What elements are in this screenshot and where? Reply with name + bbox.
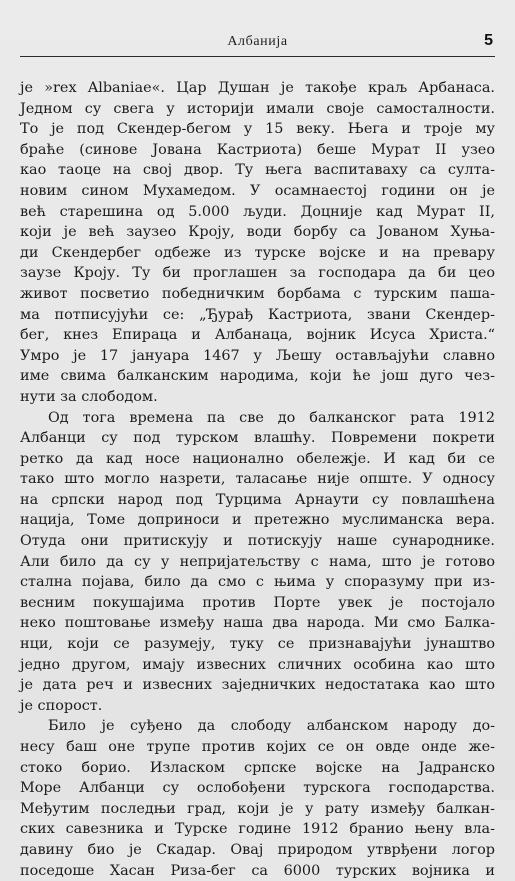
text-line: Било је суђено да слободу албанском народу до- bbox=[48, 718, 495, 735]
text-line: нути за слободом. bbox=[20, 388, 158, 405]
text-line: браће (синове Јована Кастриота) беше Мурат II узео bbox=[20, 141, 495, 158]
text-line: То је под Скендер-бегом у 15 веку. Њега и троје му bbox=[20, 121, 495, 138]
paragraph-1 bbox=[20, 78, 495, 408]
text-line: Али било да су у непријатељству с нама, што је готово bbox=[20, 553, 495, 570]
text-line: стоко борио. Изласком српске војске на Јадранско bbox=[20, 759, 495, 776]
text-line: ди Скендербег одбеже из турске војске и на превару bbox=[20, 244, 495, 261]
running-title: Албанија bbox=[227, 34, 288, 49]
header-rule bbox=[20, 56, 495, 57]
body-text bbox=[20, 78, 495, 881]
text-line: Отуда они притискују и потискују наше сународнике. bbox=[20, 533, 495, 550]
text-line: нци, који се разумеју, туку се признавајући јунаштво bbox=[20, 636, 495, 653]
text-line: је »rex Albaniae«. Цар Душан је такође краљ Арбанаса. bbox=[20, 80, 495, 96]
text-line: несу баш оне трупе против којих се он овде онде же- bbox=[20, 739, 495, 755]
text-line: Једном су свега у историји имали своје самосталности. bbox=[20, 100, 495, 117]
text-line: који је већ заузео Кроју, води борбу са Јованом Хуња- bbox=[20, 224, 495, 241]
text-line: као таоце на свој двор. Ту њега васпитаваху са султа- bbox=[20, 162, 495, 179]
text-line: ретко да кад носе национално обележје. И кад би се bbox=[20, 450, 495, 467]
text-line: Албанци су под турском влашћу. Повремени покрети bbox=[20, 430, 495, 447]
text-line: новим сином Мухамедом. У осамнаестој години он је bbox=[20, 182, 495, 199]
text-line: Међутим последњи град, који је у рату између балкан- bbox=[20, 800, 495, 817]
text-line: Море Албанци су ослобођени турскога господарства. bbox=[20, 780, 495, 797]
text-line: неко поштовање између наша два народа. Ми смо Балка- bbox=[20, 615, 495, 632]
text-line: на српски народ под Турцима Арнаути су повлашћена bbox=[20, 491, 495, 508]
text-line: давину био је Скадар. Овај природом утврђени логор bbox=[20, 841, 495, 858]
text-line: стална појава, било да смо с њима у споразуму при из- bbox=[20, 574, 495, 591]
text-line: Умро је 17 јануара 1467 у Љешу остављајући славно bbox=[20, 347, 495, 364]
text-line: ма потписујући се: „Ђурађ Кастриота, звани Скендер- bbox=[20, 306, 495, 323]
text-line: поседоше Хасан Риза-бег са 6000 турских војника и bbox=[20, 862, 495, 879]
paragraph-3 bbox=[20, 716, 495, 881]
text-line: нација, Томе доприноси и претежно муслиманска вера. bbox=[20, 512, 495, 529]
text-line: већ старешина од 5.000 људи. Доцније кад Мурат II, bbox=[20, 203, 495, 220]
text-line: ских савезника и Турске године 1912 бранио њену вла- bbox=[20, 821, 495, 838]
text-line: је дата реч и извесних заједничких недостатака као што bbox=[20, 677, 495, 694]
running-header bbox=[20, 34, 495, 58]
text-line: је спорост. bbox=[20, 697, 103, 714]
text-line: тако што могло назрети, таласање није опште. У односу bbox=[20, 471, 495, 488]
paragraph-2 bbox=[20, 408, 495, 717]
text-line: Од тога времена па све до балканског рата 1912 bbox=[48, 409, 495, 426]
page-number: 5 bbox=[484, 32, 493, 49]
text-line: једно другом, имају извесних сличних особина као што bbox=[20, 656, 495, 673]
text-line: име свима балканским народима, који ће још дуго чез- bbox=[20, 368, 495, 385]
text-line: бег, кнез Епираца и Албанаца, војник Исуса Христа.“ bbox=[20, 327, 495, 344]
text-line: весним покушајима против Порте увек је постојало bbox=[20, 594, 495, 611]
text-line: живот посветио победничким борбама с турским паша- bbox=[20, 285, 495, 302]
text-line: заузе Кроју. Ту би проглашен за господара да би цео bbox=[20, 265, 495, 282]
